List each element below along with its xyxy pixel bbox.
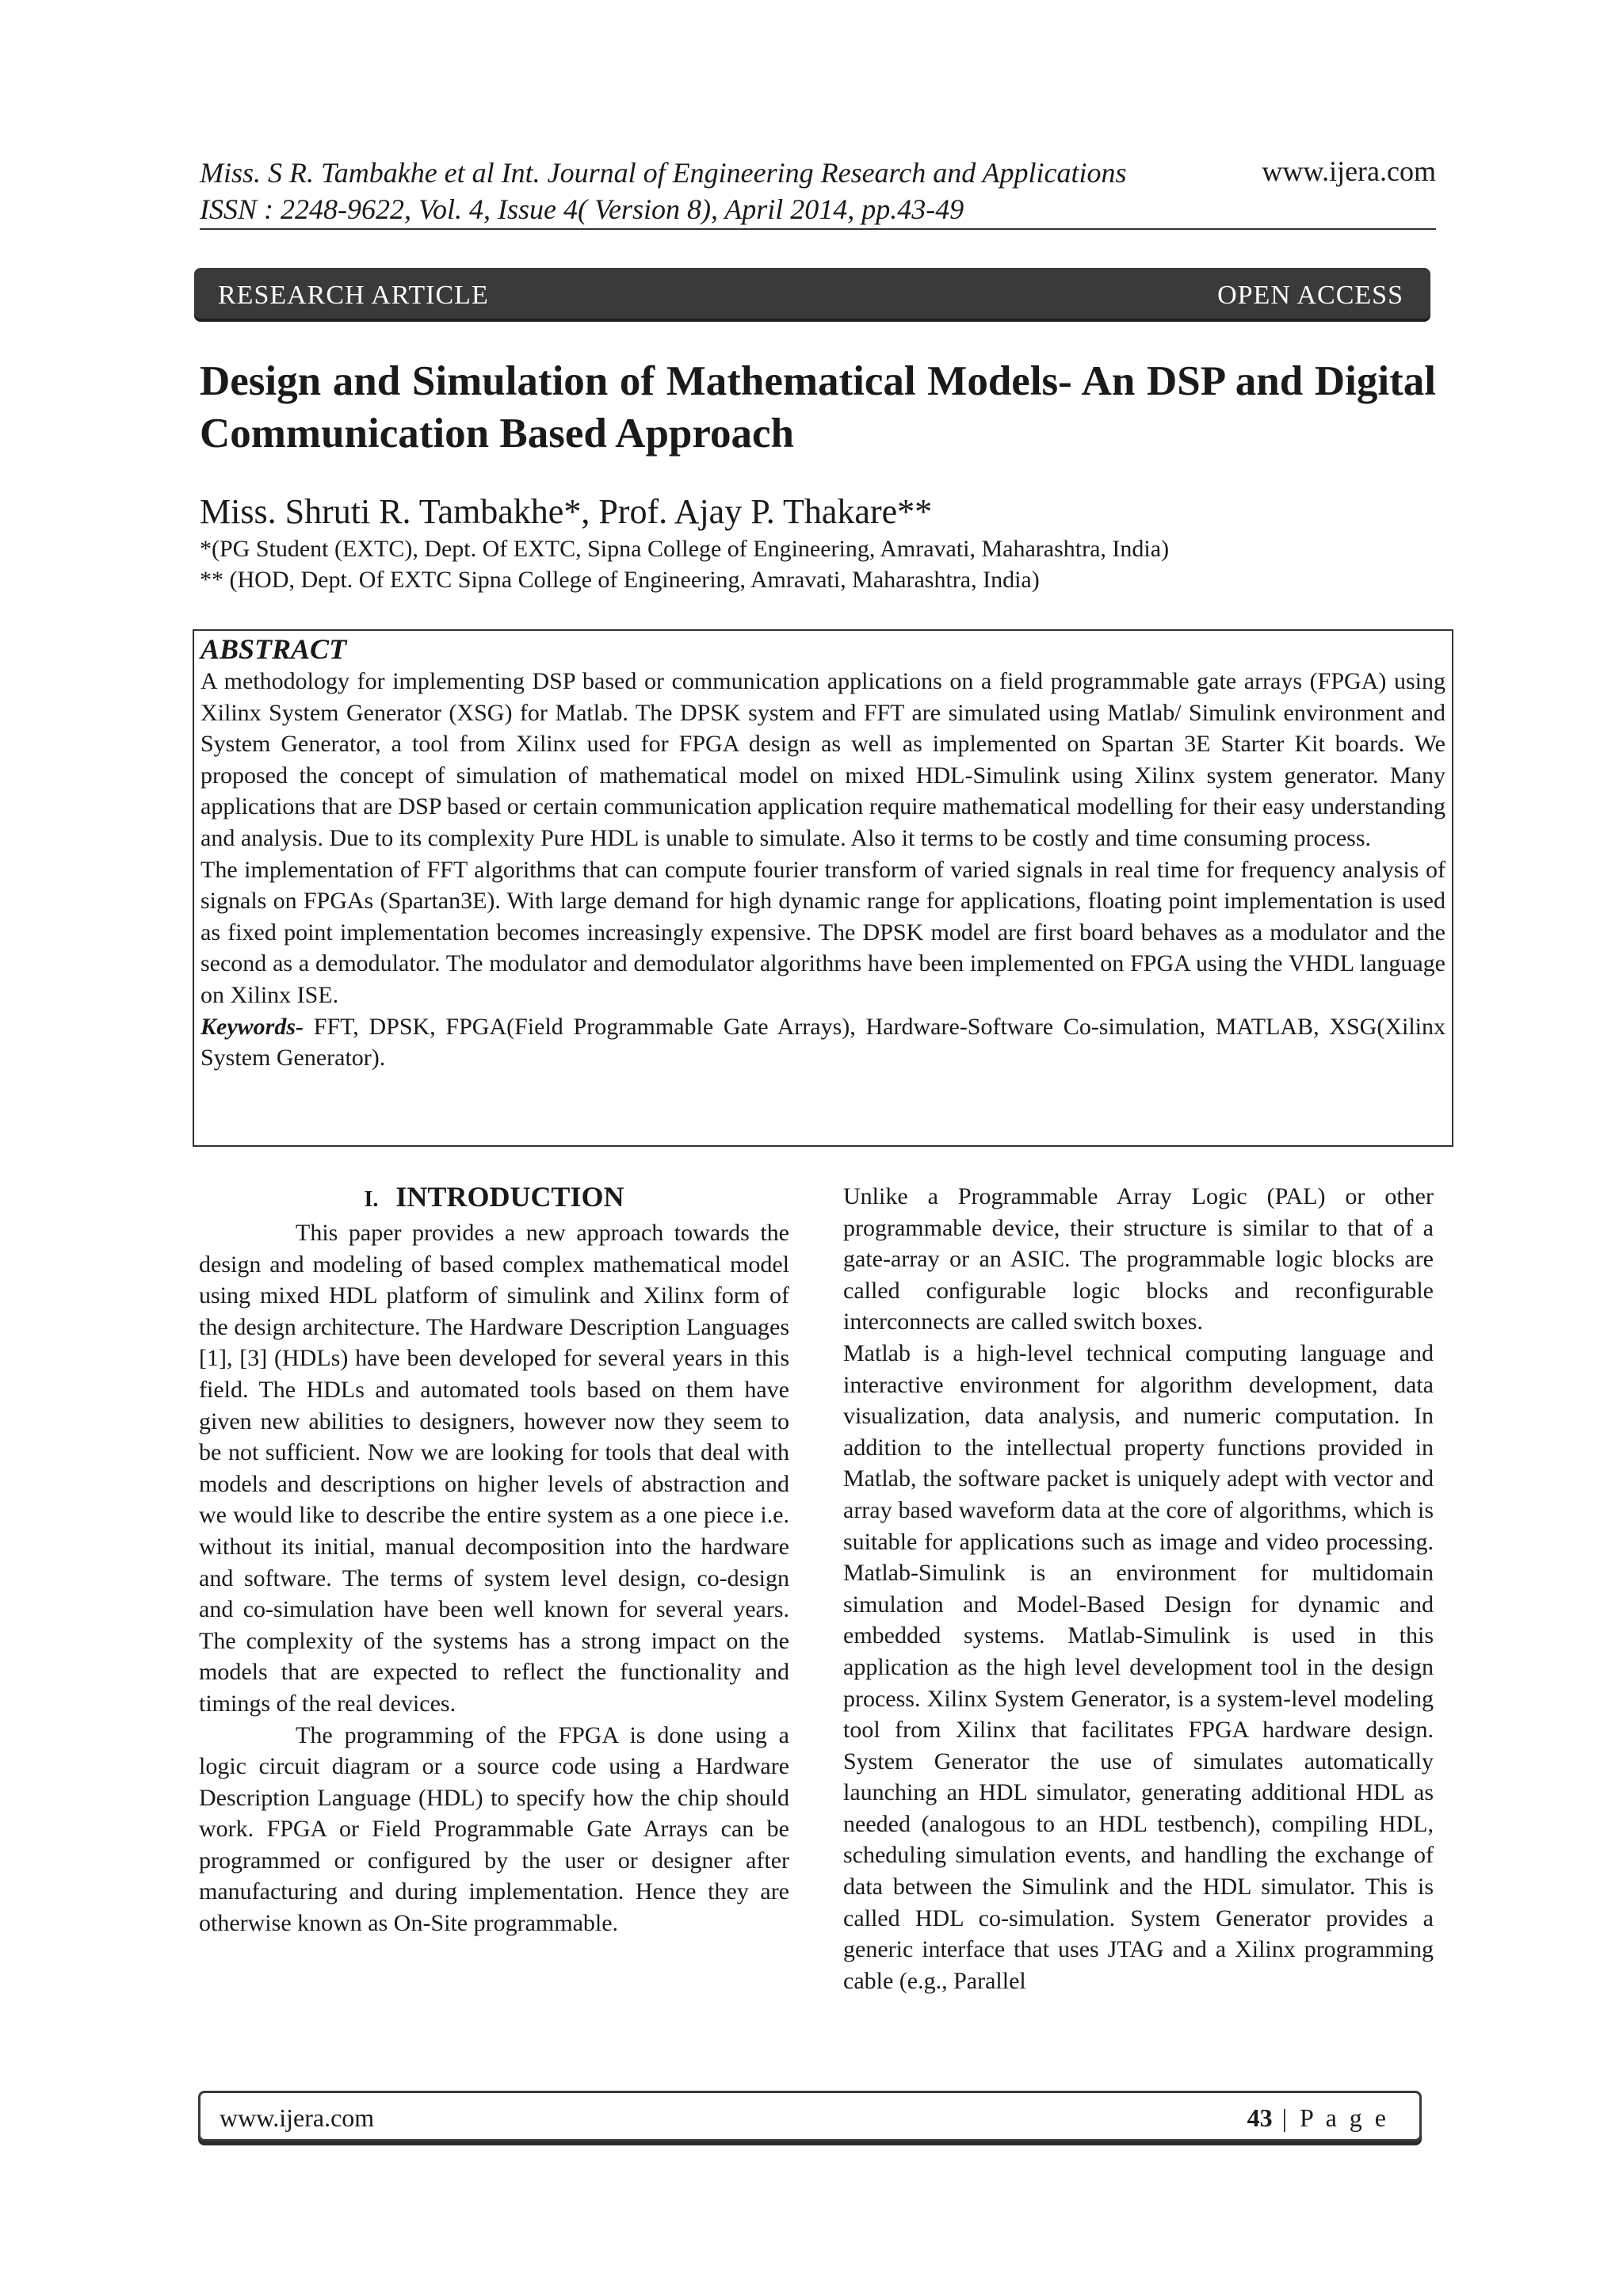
authors: Miss. Shruti R. Tambakhe*, Prof. Ajay P. Thakare** xyxy=(200,492,933,531)
article-type-ribbon xyxy=(194,268,1430,319)
abstract-paragraph-2: The implementation of FFT algorithms that can compute fourier transform of varied signals in real time for frequency analysis of signals on FPGAs (Spartan3E). With large demand for high dynamic range for applications, floating point implementation is used as fixed point implementation becomes increasingly expensive. The DPSK model are first board behaves as a modulator and the second as a demodulator. The modulator and demodulator algorithms have been implemented on FPGA using the VHDL language on Xilinx ISE. xyxy=(200,856,1445,1008)
intro-paragraph-1: This paper provides a new approach towards the design and modeling of based complex mathematical model using mixed HDL platform of simulink and Xilinx form of the design architecture. The Hardware Description Languages [1], [3] (HDLs) have been developed for several years in this field. The HDLs and automated tools based on them have given new abilities to designers, however now they seem to be not sufficient. Now we are looking for tools that deal with models and descriptions on higher levels of abstraction and we would like to describe the entire system as a one piece i.e. without its initial, manual decomposition into the hardware and software. The terms of system level design, co-design and co-simulation have been well known for several years. The complexity of the systems has a strong impact on the models that are expected to reflect the functionality and timings of the real devices. xyxy=(199,1220,789,1717)
page-number: 43 xyxy=(1247,2103,1273,2132)
header-divider xyxy=(200,228,1436,230)
citation-line-1: Miss. S R. Tambakhe et al Int. Journal of Engineering Research and Applications xyxy=(200,157,1127,189)
keywords xyxy=(200,1011,1445,1074)
keywords-label: Keywords- xyxy=(200,1013,304,1040)
citation-line-2: ISSN : 2248-9622, Vol. 4, Issue 4( Version 8), April 2014, pp.43-49 xyxy=(200,193,964,225)
intro-paragraph-4: Matlab is a high-level technical computing language and interactive environment for algorithm development, data visualization, data analysis, and numeric computation. In addition to the intellectual property functions provided in Matlab, the software packet is uniquely adept with vector and array based waveform data at the core of algorithms, which is suitable for applications such as image and video processing. Matlab-Simulink is an environment for multidomain simulation and Model-Based Design for dynamic and embedded systems. Matlab-Simulink is used in this application as the high level development tool in the design process. Xilinx System Generator, is a system-level modeling tool from Xilinx that facilitates FPGA hardware design. System Generator the use of simulates automatically launching an HDL simulator, generating additional HDL as needed (analogous to an HDL testbench), compiling HDL, scheduling simulation events, and handling the exchange of data between the Simulink and the HDL simulator. This is called HDL co-simulation. System Generator provides a generic interface that uses JTAG and a Xilinx programming cable (e.g., Parallel xyxy=(843,1339,1434,1994)
abstract-paragraph-1: A methodology for implementing DSP based or communication applications on a field programmable gate arrays (FPGA) using Xilinx System Generator (XSG) for Matlab. The DPSK system and FFT are simulated using Matlab/ Simulink environment and System Generator, a tool from Xilinx used for FPGA design as well as implemented on Spartan 3E Starter Kit boards. We proposed the concept of simulation of mathematical model on mixed HDL-Simulink using Xilinx system generator. Many applications that are DSP based or certain communication application require mathematical modelling for their easy understanding and analysis. Due to its complexity Pure HDL is unable to simulate. Also it terms to be costly and time consuming process. xyxy=(200,668,1445,851)
affiliation-2: ** (HOD, Dept. Of EXTC Sipna College of Engineering, Amravati, Maharashtra, India) xyxy=(200,567,1040,593)
page-footer xyxy=(198,2091,1422,2141)
right-column xyxy=(843,1181,1434,1996)
page-indicator xyxy=(1247,2103,1389,2133)
abstract-box xyxy=(193,629,1453,1147)
footer-website: www.ijera.com xyxy=(220,2103,375,2132)
section-heading xyxy=(199,1181,789,1216)
affiliation-1: *(PG Student (EXTC), Dept. Of EXTC, Sipna College of Engineering, Amravati, Maharashtra, India) xyxy=(200,536,1170,562)
abstract-heading: ABSTRACT xyxy=(200,633,347,665)
intro-paragraph-3: Unlike a Programmable Array Logic (PAL) or other programmable device, their structure is similar to that of a gate-array or an ASIC. The programmable logic blocks are called configurable logic blocks and reconfigurable interconnects are called switch boxes. xyxy=(843,1183,1434,1335)
keywords-text: FFT, DPSK, FPGA(Field Programmable Gate Arrays), Hardware-Software Co-simulation, MATLAB, XSG(Xilinx System Generator). xyxy=(200,1013,1445,1072)
open-access-label: OPEN ACCESS xyxy=(1217,281,1403,310)
section-number: I. xyxy=(364,1187,379,1212)
section-title: INTRODUCTION xyxy=(395,1181,624,1213)
running-header xyxy=(200,155,1436,227)
page-label: | P a g e xyxy=(1272,2103,1389,2132)
paper-title: Design and Simulation of Mathematical Models- An DSP and Digital Communication Based Approach xyxy=(200,358,1436,457)
left-column xyxy=(199,1181,789,1939)
header-website: www.ijera.com xyxy=(1262,155,1436,187)
research-article-label: RESEARCH ARTICLE xyxy=(218,281,489,310)
intro-paragraph-2: The programming of the FPGA is done using a logic circuit diagram or a source code using a Hardware Description Language (HDL) to specify how the chip should work. FPGA or Field Programmable Gate Arrays can be programmed or configured by the user or designer after manufacturing and during implementation. Hence they are otherwise known as On-Site programmable. xyxy=(199,1721,789,1937)
